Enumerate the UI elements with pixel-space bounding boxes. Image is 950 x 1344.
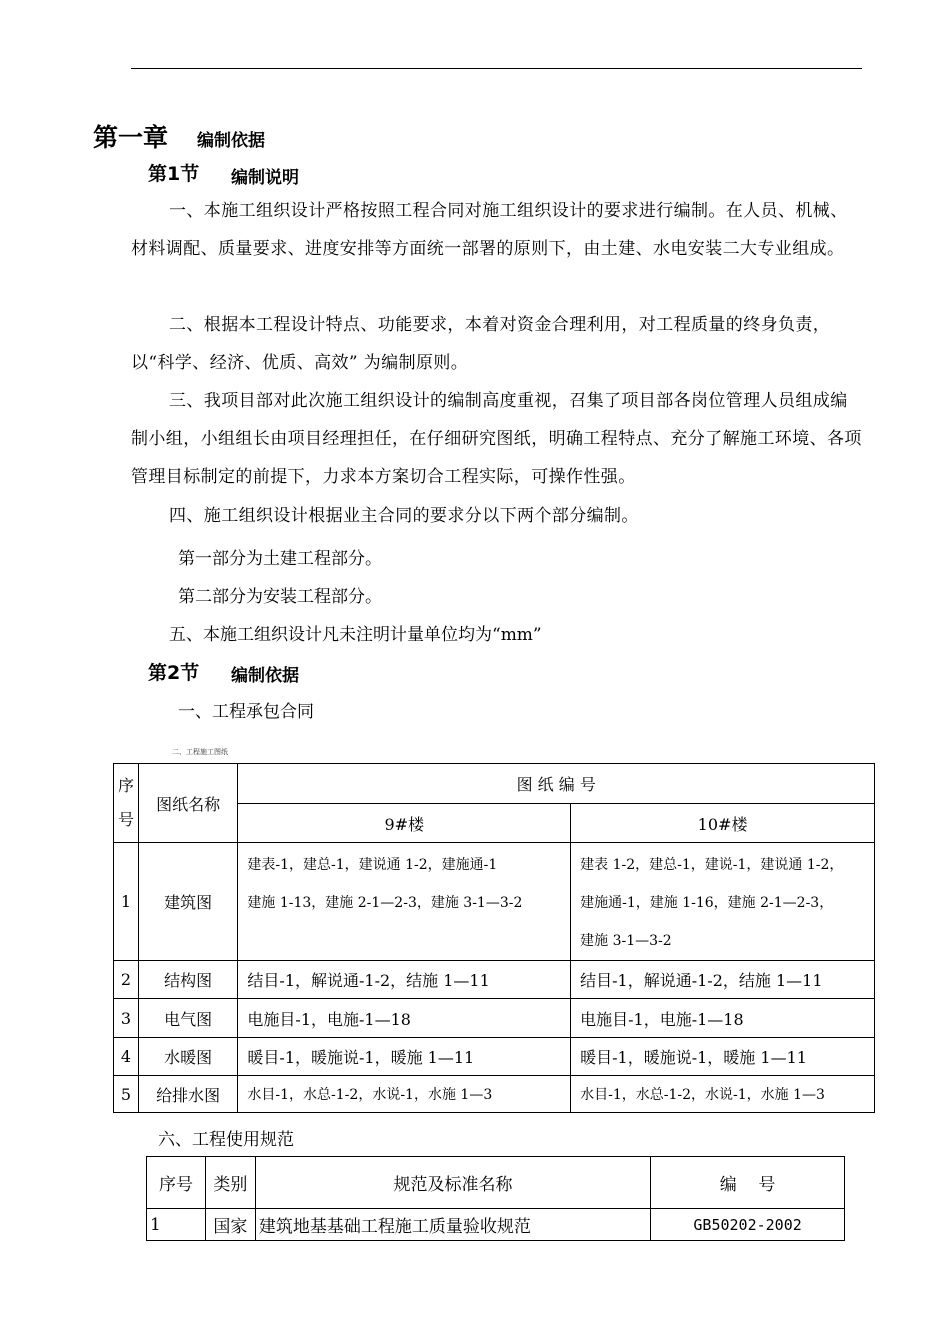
table-row [114,999,875,1038]
header-numbers: 图 纸 编 号 [238,764,875,804]
row-name: 水暖图 [138,1038,237,1076]
paragraph-1: 一、本施工组织设计严格按照工程合同对施工组织设计的要求进行编制。在人员、机械、材料调配、质量要求、进度安排等方面统一部署的原则下，由土建、水电安装二大专业组成。 [131,201,848,259]
header-b9: 9#楼 [238,804,571,843]
section1-title: 编制说明 [231,168,299,188]
header-b10: 10#楼 [571,804,875,843]
row-b10: 暖目-1，暖施说-1，暖施 1—11 [571,1038,875,1076]
row-b10: 结目-1，解说通-1-2，结施 1—11 [571,961,875,999]
row-seq: 4 [114,1038,139,1076]
table-row [147,1209,845,1241]
row-b9: 建表-1，建总-1，建说通 1-2，建施通-1 建施 1-13，建施 2-1—2-3，建施 3-1—3-2 [238,843,571,961]
header-seq: 序号 [147,1157,206,1209]
header-seq: 序号 [114,764,139,843]
section2-number: 第2节 [148,662,200,684]
item-5-line: 五、本施工组织设计凡未注明计量单位均为“mm” [169,625,542,645]
header-name: 图纸名称 [138,764,237,843]
row-name: 建筑图 [138,843,237,961]
tiny-caption: 二、工程施工图纸 [172,748,228,756]
header-category: 类别 [205,1157,255,1209]
row-b10: 建表 1-2，建总-1，建说-1，建说通 1-2， 建施通-1，建施 1-16，建施 2-1—2-3， 建施 3-1—3-2 [571,843,875,961]
paragraph-2: 二、根据本工程设计特点、功能要求，本着对资金合理利用，对工程质量的终身负责，以“科学、经济、优质、高效” 为编制原则。 [131,315,831,373]
header-code: 编 号 [651,1157,845,1209]
header-spec-name: 规范及标准名称 [255,1157,650,1209]
section2-title: 编制依据 [231,666,299,686]
specs-table [146,1156,845,1241]
row-b9: 结目-1，解说通-1-2，结施 1—11 [238,961,571,999]
row-seq: 1 [147,1209,206,1241]
row-name: 给排水图 [138,1076,237,1113]
table-row [114,1038,875,1076]
row-b10: 水目-1，水总-1-2，水说-1，水施 1—3 [571,1076,875,1113]
row-spec-name: 建筑地基基础工程施工质量验收规范 [255,1209,650,1241]
drawings-table [113,763,875,1113]
row-b9: 暖目-1，暖施说-1，暖施 1—11 [238,1038,571,1076]
row-b9: 电施目-1，电施-1—18 [238,999,571,1038]
item-6-line: 六、工程使用规范 [158,1130,294,1150]
row-name: 电气图 [138,999,237,1038]
table-row [114,961,875,999]
paragraph-4: 四、施工组织设计根据业主合同的要求分以下两个部分编制。 [169,506,639,526]
paragraph-3: 三、我项目部对此次施工组织设计的编制高度重视，召集了项目部各岗位管理人员组成编制小组，小组组长由项目经理担任，在仔细研究图纸，明确工程特点、充分了解施工环境、各项管理目标制定的前提下，力求本方案切合工程实际，可操作性强。 [131,391,862,487]
item-1-line: 一、工程承包合同 [178,702,314,722]
header-rule [131,68,862,69]
section1-number: 第1节 [148,163,200,185]
row-category: 国家 [205,1209,255,1241]
chapter-title: 编制依据 [197,131,265,151]
row-seq: 2 [114,961,139,999]
table-row [147,1157,845,1209]
row-seq: 3 [114,999,139,1038]
row-name: 结构图 [138,961,237,999]
chapter-number: 第一章 [93,123,169,152]
row-code: GB50202-2002 [651,1209,845,1241]
part-1-line: 第一部分为土建工程部分。 [178,549,382,569]
table-row [114,843,875,961]
row-seq: 5 [114,1076,139,1113]
row-b10: 电施目-1，电施-1—18 [571,999,875,1038]
part-2-line: 第二部分为安装工程部分。 [178,587,382,607]
row-b9: 水目-1，水总-1-2，水说-1，水施 1—3 [238,1076,571,1113]
table-row [114,764,875,804]
table-row [114,1076,875,1113]
row-seq: 1 [114,843,139,961]
